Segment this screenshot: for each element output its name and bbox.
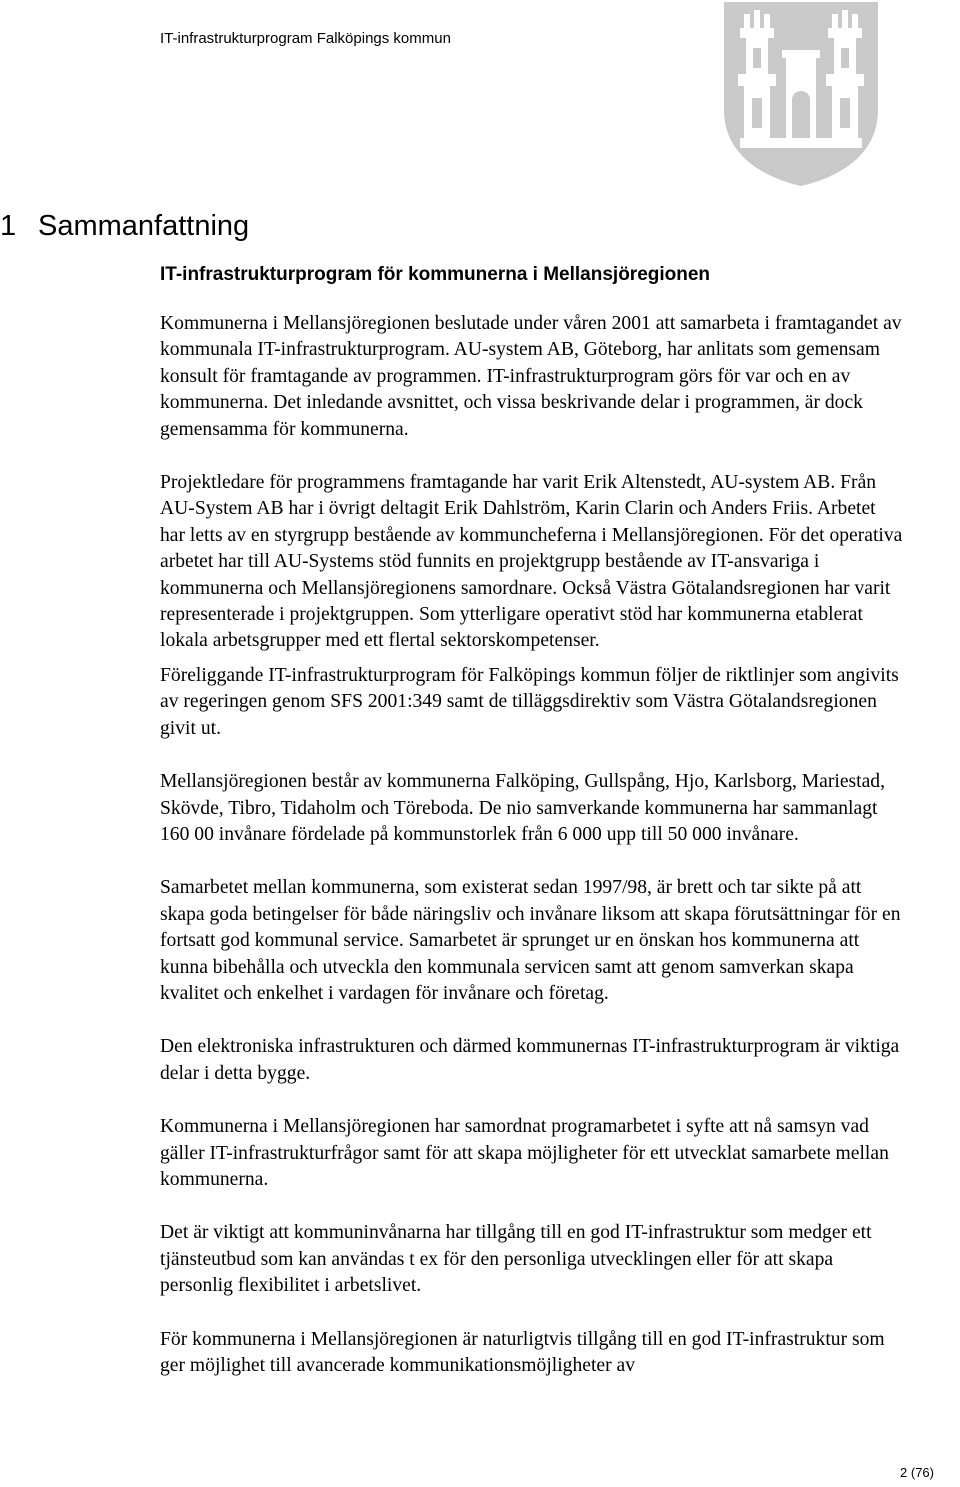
page-number: 2 (76) [900,1465,934,1480]
sub-heading: IT-infrastrukturprogram för kommunerna i Mellansjöregionen [160,264,711,285]
section-title: Sammanfattning [38,210,250,242]
body-text [160,311,905,1406]
paragraph: Mellansjöregionen består av kommunerna Falköping, Gullspång, Hjo, Karlsborg, Mariestad, Skövde, Tibro, Tidaholm och Töreboda. De nio samverkande kommunerna har sammanlagt 160 00 invånare fördelade på kommunstorlek från 6 000 upp till 50 000 invånare. [160,771,886,845]
paragraph: För kommunerna i Mellansjöregionen är naturligtvis tillgång till en god IT-infrastruktur som ger möjlighet till avancerade kommunikationsmöjligheter av [160,1328,885,1376]
paragraph: Projektledare för programmens framtagande har varit Erik Altenstedt, AU-system AB. Från AU-System AB har i övrigt deltagit Erik Dahlström, Karin Clarin och Anders Friis. Arbetet har letts av en styrgrupp bestående av kommuncheferna i Mellansjöregionen. För det operativa arbetet har till AU-Systems stöd funnits en projektgrupp bestående av IT-ansvariga i kommunerna och Mellansjöregionens samordnare. Också Västra Götalandsregionen har varit representerade i projektgruppen. Som ytterligare operativt stöd har kommunerna etablerat lokala arbetsgrupper med ett flertal sektorskompetenser. [160,472,903,652]
paragraph: Kommunerna i Mellansjöregionen har samordnat programarbetet i syfte att nå samsyn vad gäller IT-infrastrukturfrågor samt för att skapa möjligheter för ett utvecklat samarbete mellan kommunerna. [160,1116,889,1190]
paragraph: Föreliggande IT-infrastrukturprogram för Falköpings kommun följer de riktlinjer som angivits av regeringen genom SFS 2001:349 samt de tilläggsdirektiv som Västra Götalandsregionen givit ut. [160,664,899,739]
section-number: 1 [0,210,17,242]
paragraph: Den elektroniska infrastrukturen och därmed kommunernas IT-infrastrukturprogram är viktiga delar i detta bygge. [160,1036,900,1084]
paragraph: Kommunerna i Mellansjöregionen beslutade under våren 2001 att samarbeta i framtagandet av kommunala IT-infrastrukturprogram. AU-system AB, Göteborg, har anlitats som gemensam konsult för framtagande av programmen. IT-infrastrukturprogram görs för var och en av kommunerna. Det inledande avsnittet, och vissa beskrivande delar i programmen, är dock gemensamma för kommunerna. [160,313,902,440]
coat-of-arms-icon [722,0,880,186]
paragraph: Det är viktigt att kommuninvånarna har tillgång till en god IT-infrastruktur som medger ett tjänsteutbud som kan användas t ex för den personliga utvecklingen eller för att skapa personlig flexibilitet i arbetslivet. [160,1222,872,1297]
running-header: IT-infrastrukturprogram Falköpings kommun [160,30,451,47]
paragraph: Samarbetet mellan kommunerna, som existerat sedan 1997/98, är brett och tar sikte på att skapa goda betingelser för både näringsliv och invånare liksom att skapa förutsättningar för en fortsatt god kommunal service. Samarbetet är sprunget ur en önskan hos kommunerna att kunna bibehålla och utveckla den kommunala servicen samt att genom samverkan skapa kvalitet och enkelhet i vardagen för invånare och företag. [160,877,901,1004]
section-heading [0,210,249,243]
